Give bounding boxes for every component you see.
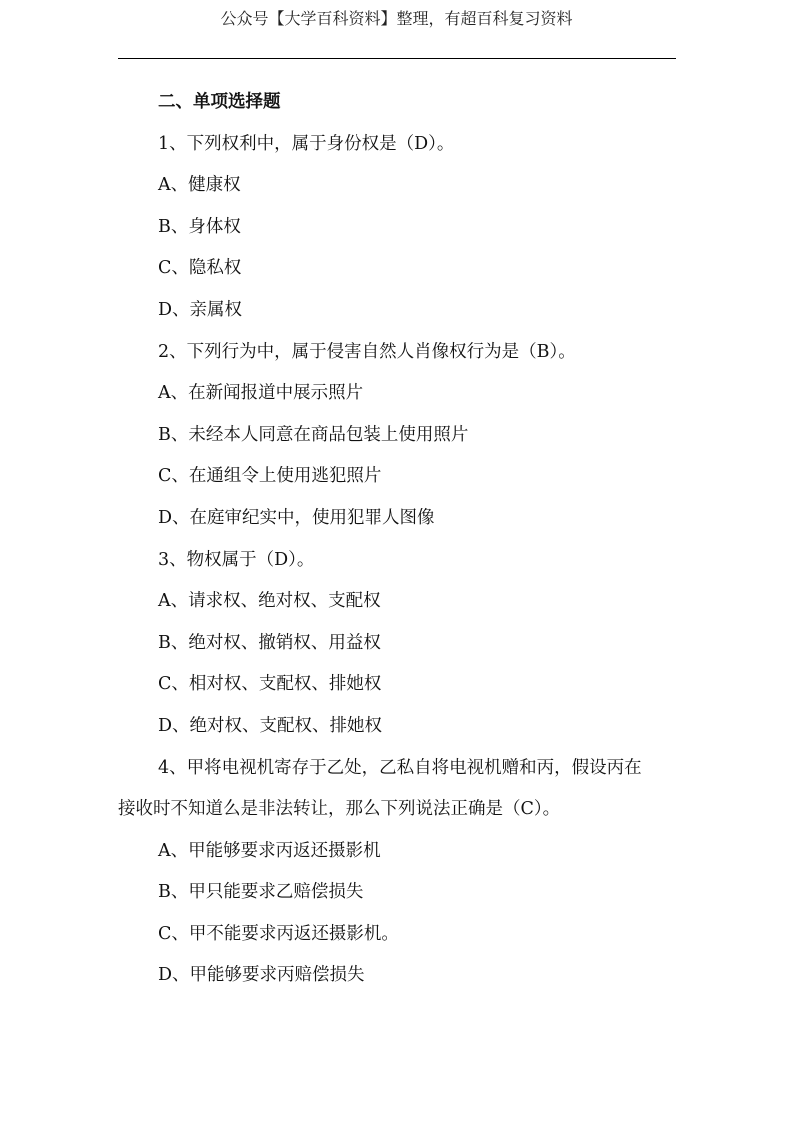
question-2-option-d: D、在庭审纪实中，使用犯罪人图像	[158, 507, 435, 528]
section-title: 二、单项选择题	[158, 92, 281, 112]
question-1-option-c: C、隐私权	[158, 258, 242, 279]
question-2-option-c: C、在通组令上使用逃犯照片	[158, 466, 382, 487]
question-2-stem: 2、下列行为中，属于侵害自然人肖像权行为是（B）。	[158, 341, 576, 362]
question-2-option-b: B、未经本人同意在商品包装上使用照片	[158, 424, 469, 445]
question-4-option-c: C、甲不能要求丙返还摄影机。	[158, 923, 399, 944]
question-1-option-a: A、健康权	[158, 175, 241, 196]
header-divider	[118, 58, 676, 59]
document-body	[118, 82, 676, 997]
question-1-option-b: B、身体权	[158, 216, 241, 237]
question-3-option-b: B、绝对权、撤销权、用益权	[158, 632, 381, 653]
page-header: 公众号【大学百科资料】整理，有超百科复习资料	[220, 9, 573, 28]
question-4-option-b: B、甲只能要求乙赔偿损失	[158, 882, 364, 903]
question-3-option-c: C、相对权、支配权、排她权	[158, 674, 382, 695]
question-2-option-a: A、在新闻报道中展示照片	[158, 383, 364, 404]
question-3-option-d: D、绝对权、支配权、排她权	[158, 715, 383, 736]
question-1-option-d: D、亲属权	[158, 299, 243, 320]
question-4-option-a: A、甲能够要求丙返还摄影机	[158, 840, 381, 861]
question-4-stem-line-2: 接收时不知道么是非法转让，那么下列说法正确是（C）。	[118, 799, 561, 820]
question-4-stem-line-1: 4、甲将电视机寄存于乙处，乙私自将电视机赠和丙，假设丙在	[158, 757, 642, 778]
question-1-stem: 1、下列权利中，属于身份权是（D）。	[158, 133, 455, 154]
question-4-option-d: D、甲能够要求丙赔偿损失	[158, 965, 365, 986]
question-3-option-a: A、请求权、绝对权、支配权	[158, 591, 381, 612]
question-3-stem: 3、物权属于（D）。	[158, 549, 315, 570]
